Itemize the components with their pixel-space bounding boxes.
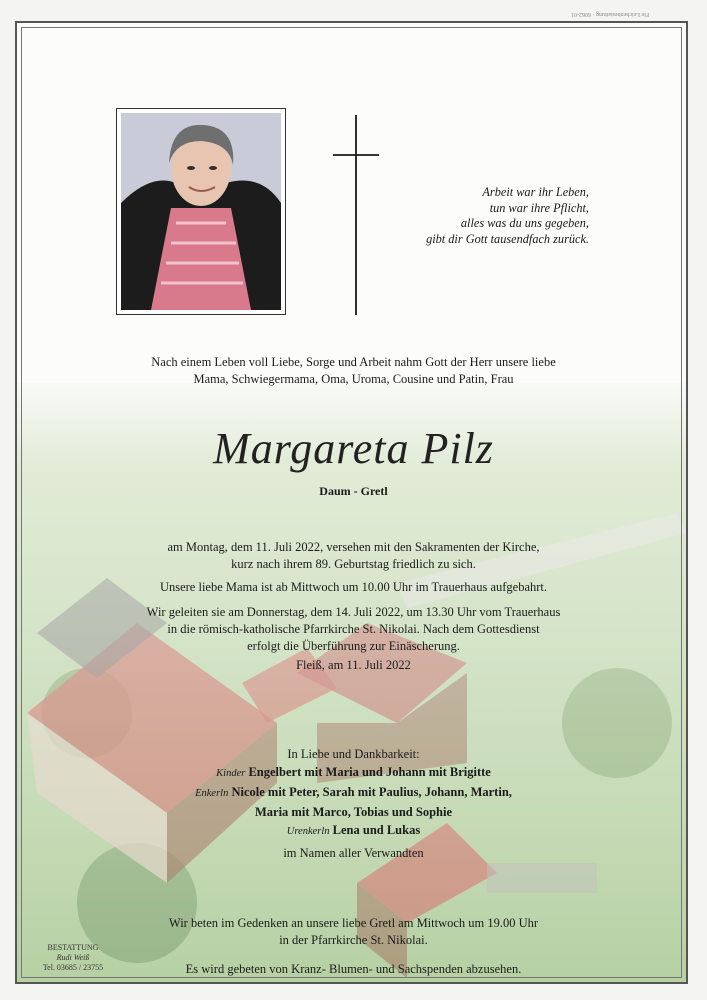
viewing-line: Unsere liebe Mama ist ab Mittwoch um 10.00 Uhr im Trauerhaus aufgebahrt. — [159, 580, 548, 594]
grandchildren-names: Nicole mit Peter, Sarah mit Paulius, Johann, Martin, — [231, 785, 512, 799]
donation-request — [37, 961, 670, 978]
place-date — [37, 657, 670, 674]
great-grandchildren-line — [37, 821, 670, 841]
children-role: Kinder — [216, 768, 246, 779]
relatives-line: im Namen aller Verwandten — [283, 846, 424, 860]
funeral-line: in die römisch-katholische Pfarrkirche St. Nikolai. Nach dem Gottesdienst — [167, 622, 540, 636]
viewing-notice — [37, 579, 670, 596]
undertaker-line: Tel. 03685 / 23755 — [42, 963, 104, 972]
undertaker-line: Rudi Weiß — [56, 953, 90, 962]
mourners-heading: In Liebe und Dankbarkeit: — [287, 747, 420, 761]
great-grandchildren-names: Lena und Lukas — [332, 823, 421, 837]
funeral-line: Wir geleiten sie am Donnerstag, dem 14. Juli 2022, um 13.30 Uhr vom Trauerhaus — [146, 605, 561, 619]
death-notice-line: kurz nach ihrem 89. Geburtstag friedlich zu sich. — [231, 557, 476, 571]
portrait-photo — [116, 108, 286, 315]
intro-line: Mama, Schwiegermama, Oma, Uroma, Cousine und Patin, Frau — [193, 372, 514, 386]
verse-line: gibt dir Gott tausendfach zurück. — [426, 231, 589, 246]
prayer-notice — [37, 915, 670, 949]
obituary-frame — [15, 21, 688, 984]
undertaker-line: BESTATTUNG — [47, 943, 99, 952]
prayer-line: Wir beten im Gedenken an unsere liebe Gretl am Mittwoch um 19.00 Uhr — [168, 916, 539, 930]
deceased-name: Margareta Pilz — [213, 424, 494, 473]
children-names: Engelbert mit Maria und Johann mit Brigitte — [248, 765, 491, 779]
intro-line: Nach einem Leben voll Liebe, Sorge und Arbeit nahm Gott der Herr unsere liebe — [151, 355, 556, 369]
memorial-verse — [377, 185, 589, 247]
undertaker-imprint — [33, 943, 113, 973]
death-notice-line: am Montag, dem 11. Juli 2022, versehen mit den Sakramenten der Kirche, — [167, 540, 540, 554]
funeral-line: erfolgt die Überführung zur Einäscherung. — [247, 639, 460, 653]
grandchildren-names-2: Maria mit Marco, Tobias und Sophie — [254, 805, 453, 819]
grandchildren-role: Enkerln — [195, 788, 229, 799]
great-grandchildren-role: Urenkerln — [286, 826, 330, 837]
funeral-notice — [37, 604, 670, 655]
intro-text — [37, 354, 670, 388]
portrait-image — [121, 113, 281, 310]
cross-icon — [333, 115, 379, 315]
grandchildren-line-2 — [37, 803, 670, 821]
verse-line: alles was du uns gegeben, — [460, 216, 589, 230]
deceased-nickname: Daum - Gretl — [319, 484, 388, 498]
place-date-line: Fleiß, am 11. Juli 2022 — [296, 658, 411, 672]
request-line: Es wird gebeten von Kranz- Blumen- und Sachspenden abzusehen. — [185, 962, 522, 976]
death-notice — [37, 539, 670, 573]
prayer-line: in der Pfarrkirche St. Nikolai. — [279, 933, 428, 947]
grandchildren-line — [37, 783, 670, 803]
verse-line: Arbeit war ihr Leben, — [482, 185, 589, 199]
mourners-list — [37, 745, 670, 862]
verse-line: tun war ihre Pflicht, — [489, 200, 589, 215]
document-code: Fle Leichenbestattung · 6062-01 — [570, 11, 649, 17]
children-line — [37, 763, 670, 783]
